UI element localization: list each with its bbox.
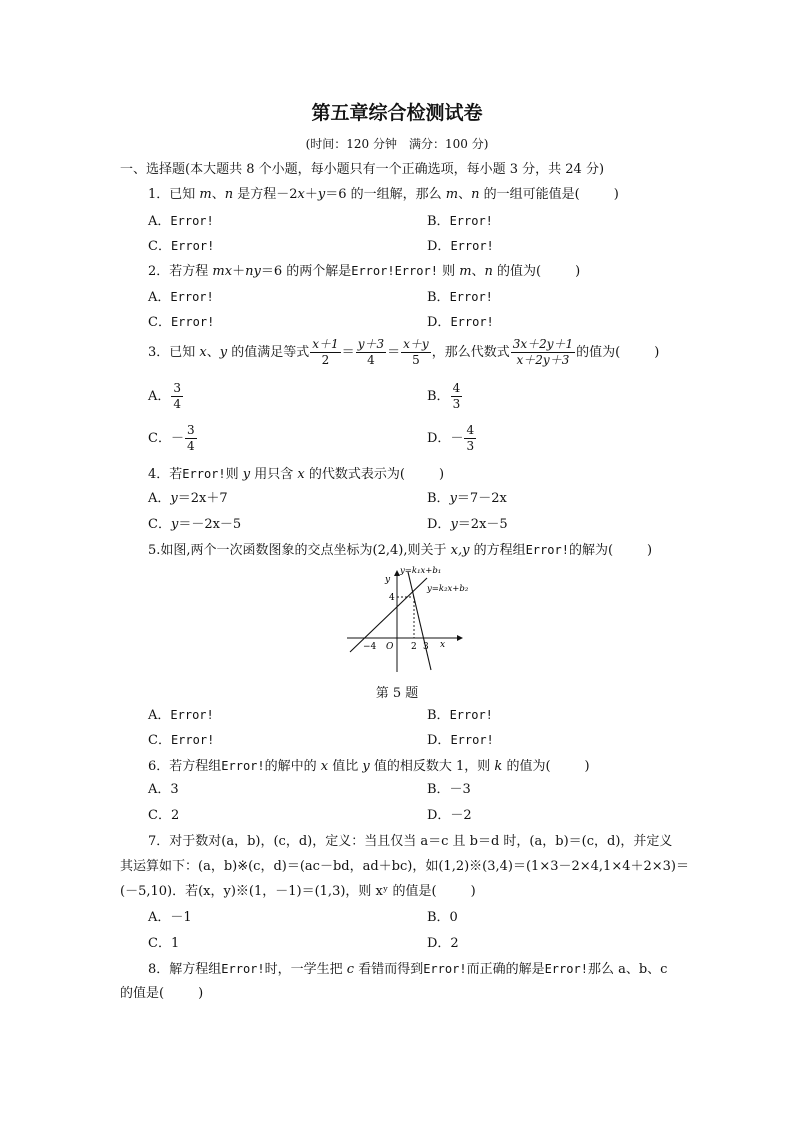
x-axis-arrow: [457, 635, 463, 641]
x-axis-label: x: [440, 640, 446, 650]
q3-option-d[interactable]: D．－ $\frac{4}{3}$: [427, 423, 475, 453]
question-7-line-3: (－5,10)．若(x，y)※(1，－1)＝(1,3)，则 xʸ 的值是( ): [120, 884, 476, 899]
question-7-line-2: 其运算如下：(a，b)※(c，d)＝(ac－bd，ad＋bc)，如(1,2)※(3,4)＝(1×3－2×4,1×4＋2×3)＝: [120, 859, 689, 874]
q4-option-b[interactable]: B．y＝7－2x: [427, 491, 507, 506]
fraction: $\frac{x+1}{2}$: [312, 337, 339, 367]
q7-option-c[interactable]: C．1: [148, 936, 180, 951]
q5-option-a[interactable]: A．Error!: [148, 708, 214, 723]
label-line-1: y=k₁x+b₁: [400, 566, 442, 576]
q7-option-d[interactable]: D．2: [427, 936, 459, 951]
question-4-stem: 4．若Error!则 y 用只含 x 的代数式表示为( ): [148, 467, 445, 482]
q3-option-a[interactable]: A． $\frac{3}{4}$: [148, 381, 182, 411]
page-subtitle: (时间：120 分钟 满分：100 分): [305, 137, 489, 151]
q7-option-a[interactable]: A．－1: [148, 910, 192, 925]
tick-x-3: 3: [423, 642, 429, 652]
page-title: 第五章综合检测试卷: [311, 102, 483, 124]
fraction: $\frac{y+3}{4}$: [357, 337, 385, 367]
q6-option-a[interactable]: A．3: [148, 782, 179, 797]
q5-graph: [345, 562, 475, 677]
fraction: $\frac{x+y}{5}$: [403, 337, 429, 367]
q3-option-c[interactable]: C．－ $\frac{3}{4}$: [148, 423, 195, 453]
tick-x-neg4: −4: [363, 642, 377, 652]
y-axis-label: y: [385, 575, 391, 585]
q5-option-d[interactable]: D．Error!: [427, 733, 494, 748]
q3-option-b[interactable]: B． $\frac{4}{3}$: [427, 381, 461, 411]
q2-option-c[interactable]: C．Error!: [148, 315, 215, 330]
q4-option-d[interactable]: D．y＝2x－5: [427, 517, 508, 532]
q4-option-c[interactable]: C．y＝－2x－5: [148, 517, 242, 532]
q7-option-b[interactable]: B．0: [427, 910, 458, 925]
q1-option-a[interactable]: A．Error!: [148, 214, 214, 229]
question-1-stem: 1．已知 m、n 是方程－2x＋y＝6 的一组解，那么 m、n 的一组可能值是( ): [148, 187, 619, 202]
tick-y-4: 4: [389, 593, 395, 603]
question-6-stem: 6．若方程组Error!的解中的 x 值比 y 值的相反数大 1，则 k 的值为( ): [148, 759, 590, 774]
tick-x-2: 2: [411, 642, 417, 652]
origin-label: O: [386, 642, 394, 652]
question-8-line-1: 8．解方程组Error!时，一学生把 c 看错而得到Error!而正确的解是Error!那么 a、b、c: [148, 962, 668, 977]
question-7-line-1: 7．对于数对(a，b)，(c，d)，定义：当且仅当 a＝c 且 b＝d 时，(a，b)＝(c，d)，并定义: [148, 834, 673, 849]
section-heading: 一、选择题(本大题共 8 个小题，每小题只有一个正确选项，每小题 3 分，共 24 分): [120, 162, 605, 177]
question-3-stem: 3．已知 x、y 的值满足等式 $\frac{x+1}{2}$ ＝ $\frac{y+3}{4}$ ＝ $\frac{x+y}{5}$ ，那么代数式 $\frac{3x+2y+1}{x+2y+3}$ 的值为( ): [148, 337, 660, 367]
q4-option-a[interactable]: A．y＝2x＋7: [148, 491, 228, 506]
q6-option-c[interactable]: C．2: [148, 808, 180, 823]
fraction: $\frac{3x+2y+1}{x+2y+3}$: [512, 337, 574, 367]
q1-option-b[interactable]: B．Error!: [427, 214, 493, 229]
label-line-2: y=k₂x+b₂: [427, 584, 469, 594]
q1-option-c[interactable]: C．Error!: [148, 239, 215, 254]
line-1: [350, 578, 427, 652]
q2-option-a[interactable]: A．Error!: [148, 290, 214, 305]
q6-option-b[interactable]: B．－3: [427, 782, 471, 797]
question-8-line-2: 的值是( ): [120, 986, 204, 1001]
q2-option-b[interactable]: B．Error!: [427, 290, 493, 305]
figure-caption: 第 5 题: [375, 686, 419, 701]
question-2-stem: 2．若方程 mx＋ny＝6 的两个解是Error!Error! 则 m、n 的值为( ): [148, 264, 581, 279]
q5-option-b[interactable]: B．Error!: [427, 708, 493, 723]
question-5-stem: 5.如图,两个一次函数图象的交点坐标为(2,4),则关于 x,y 的方程组Error!的解为( ): [148, 543, 653, 558]
q5-option-c[interactable]: C．Error!: [148, 733, 215, 748]
q2-option-d[interactable]: D．Error!: [427, 315, 494, 330]
q1-option-d[interactable]: D．Error!: [427, 239, 494, 254]
q6-option-d[interactable]: D．－2: [427, 808, 472, 823]
